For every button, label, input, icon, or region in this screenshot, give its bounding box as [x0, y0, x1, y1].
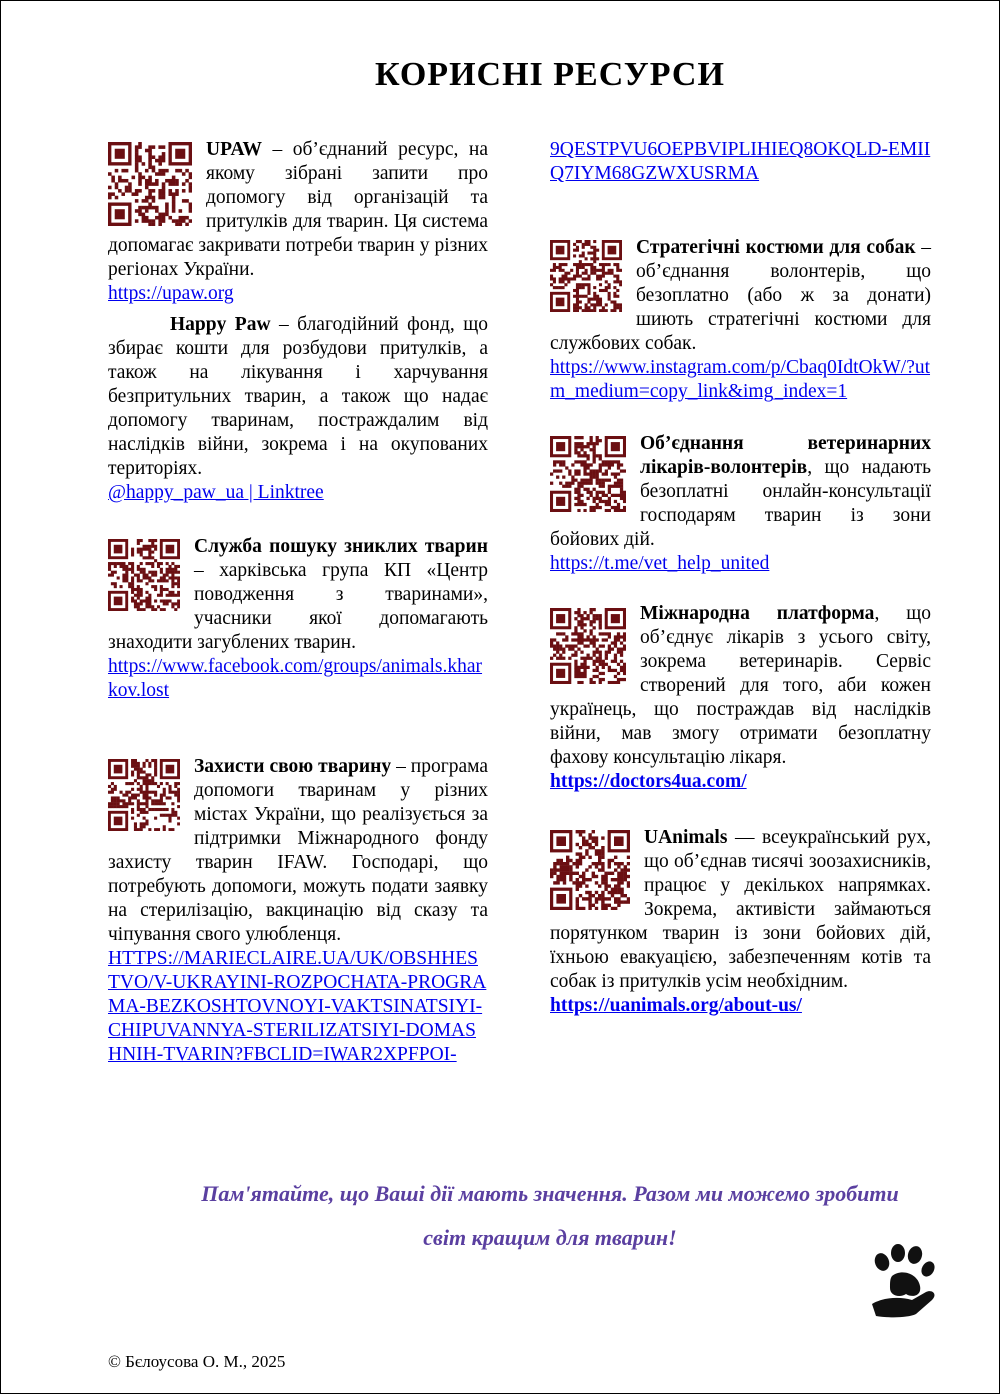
- resource-upaw: UPAW – об’єднаний ресурс, на якому зібрані запити про допомогу від організацій та притулків для тварин. Ця система допомагає закривати потреби тварин у різних регіонах України. https://upaw.org: [108, 139, 489, 304]
- resource-link[interactable]: https://uanimals.org/about-us/: [550, 995, 802, 1016]
- resource-name: Об’єднання ветеринарних лікарів-волонтерів: [640, 433, 931, 478]
- left-column: [108, 138, 488, 1067]
- resource-lost-pets-search: Служба пошуку зниклих тварин – харківська група КП «Центр поводження з тваринами», учасники якої допомагають знаходити загублених тварин. https://www.facebook.com/groups/animals.kharkov.lost: [108, 536, 488, 701]
- resource-link[interactable]: https://t.me/vet_help_united: [550, 553, 770, 574]
- resource-name: Міжнародна платформа: [640, 603, 875, 624]
- resource-link[interactable]: https://www.instagram.com/p/Cbaq0IdtOkW/?utm_medium=copy_link&img_index=1: [550, 357, 931, 402]
- resource-uanimals: UAnimals — всеукраїнський рух, що об’єднав тисячі зоозахисників, працює у декількох напрямках. Зокрема, активісти займаються порятунком тварин із зони бойових дій, їхньою евакуацією, забезпеченням котів та собак із притулків усім необхідним. https://uanimals.org/about-us/: [550, 827, 931, 1016]
- resource-name: UPAW: [206, 139, 262, 160]
- qr-code-icon[interactable]: [550, 608, 626, 684]
- resource-protect-your-pet: Захисти свою тварину – програма допомоги тваринам у різних містах України, що реалізується за підтримки Міжнародного фонду захисту тварин IFAW. Господарі, що потребують допомоги, можуть подати заявку на стерилізацію, вакцинацію від сказу та чіпування свого улюбленця. HTTPS://MARIECLAIRE.UA/UK/OBSHHESTVO/V-UKRAYINI-ROZPOCHATA-PROGRAMA-BEZKOSHTOVNOYI-VAKTSINATSIYI-CHIPUVANNYA-STERILIZATSIYI-DOMASHNIH-TVARIN?FBCLID=IWAR2XPFPOI-: [108, 756, 488, 1065]
- qr-code-icon[interactable]: [108, 539, 180, 611]
- resource-description: об’єднання волонтерів, що безоплатно (або ж за донати) шиють стратегічні костюми для службових собак.: [550, 261, 931, 354]
- resource-link[interactable]: @happy_paw_ua | Linktree: [108, 482, 324, 503]
- resource-description: програма допомоги тваринам у різних містах України, що реалізується за підтримки Міжнародного фонду захисту тварин IFAW. Господарі, що потребують допомоги, можуть подати заявку на стерилізацію, вакцинацію від сказу та чіпування свого улюбленця.: [108, 756, 488, 945]
- page-title: КОРИСНІ РЕСУРСИ: [375, 56, 725, 93]
- resource-name: UAnimals: [644, 827, 728, 848]
- resource-name: Служба пошуку зниклих тварин: [194, 536, 488, 557]
- resource-description: всеукраїнський рух, що об’єднав тисячі зоозахисників, працює у декількох напрямках. Зокрема, активісти займаються порятунком тварин із зони бойових дій, їхньою евакуацією, забезпеченням котів та собак із притулків усім необхідним.: [550, 827, 931, 992]
- qr-code-icon[interactable]: [108, 759, 180, 831]
- resource-name: Стратегічні костюми для собак: [636, 237, 916, 258]
- resource-description: благодійний фонд, що збирає кошти для розбудови притулків, а також на лікування і харчування безпритульних тварин, а також що надає допомогу тваринам, постраждалим від наслідків війни, зокрема і на окупованих територіях.: [108, 314, 488, 479]
- paw-hand-icon: [868, 1244, 940, 1325]
- qr-code-icon[interactable]: [550, 830, 630, 910]
- resource-description: харківська група КП «Центр поводження з тваринами», учасники якої допомагають знаходити загублених тварин.: [108, 560, 488, 653]
- copyright: © Бєлоусова О. М., 2025: [108, 1352, 286, 1371]
- resource-name: Захисти свою тварину: [194, 756, 392, 777]
- qr-code-icon[interactable]: [550, 240, 622, 312]
- resource-link[interactable]: https://doctors4ua.com/: [550, 771, 747, 792]
- link-continuation: [550, 138, 931, 236]
- closing-quote: Пам'ятайте, що Ваші дії мають значення. Разом ми можемо зробити світ кращим для тварин!: [201, 1181, 899, 1250]
- resource-happy-paw: Happy Paw – благодійний фонд, що збирає кошти для розбудови притулків, а також на лікування і харчування безпритульних тварин, а також що надає допомогу тваринам, постраждалим від наслідків війни, зокрема і на окупованих територіях. @happy_paw_ua | Linktree: [108, 314, 488, 503]
- qr-code-icon[interactable]: [550, 436, 626, 512]
- resource-international-platform: Міжнародна платформа, що об’єднує лікарів з усього світу, зокрема ветеринарів. Сервіс створений для того, аби кожен українець, що постраждав від наслідків війни, мав змогу отримати безоплатну фахову консультацію лікаря. https://doctors4ua.com/: [550, 603, 931, 792]
- resource-link[interactable]: https://www.facebook.com/groups/animals.kharkov.lost: [108, 656, 483, 701]
- right-column: [550, 138, 931, 1018]
- qr-code-icon[interactable]: [108, 142, 192, 226]
- resource-strategic-costumes: Стратегічні костюми для собак – об’єднання волонтерів, що безоплатно (або ж за донати) шиють стратегічні костюми для службових собак. https://www.instagram.com/p/Cbaq0IdtOkW/?utm_medium=copy_link&img_index=1: [550, 237, 931, 402]
- resource-name: Happy Paw: [170, 314, 271, 335]
- resource-description: об’єднаний ресурс, на якому зібрані запити про допомогу від організацій та притулків для тварин. Ця система допомагає закривати потреби тварин у різних регіонах України.: [108, 139, 489, 280]
- resource-link[interactable]: 9QESTPVU6OEPBVIPLIHIEQ8OKQLD-EMIIQ7IYM68GZWXUSRMA: [550, 139, 931, 184]
- resource-vet-volunteers: Об’єднання ветеринарних лікарів-волонтерів, що надають безоплатні онлайн-консультації господарям тварин із зони бойових дій. https://t.me/vet_help_united: [550, 433, 931, 574]
- resource-link[interactable]: https://upaw.org: [108, 283, 234, 304]
- resource-link[interactable]: HTTPS://MARIECLAIRE.UA/UK/OBSHHESTVO/V-UKRAYINI-ROZPOCHATA-PROGRAMA-BEZKOSHTOVNOYI-VAKTSINATSIYI-CHIPUVANNYA-STERILIZATSIYI-DOMASHNIH-TVARIN?FBCLID=IWAR2XPFPOI-: [108, 948, 487, 1065]
- resource-description: що надають безоплатні онлайн-консультації господарям тварин із зони бойових дій.: [550, 457, 931, 550]
- resource-description: що об’єднує лікарів з усього світу, зокрема ветеринарів. Сервіс створений для того, аби кожен українець, що постраждав від наслідків війни, мав змогу отримати безоплатну фахову консультацію лікаря.: [550, 603, 931, 768]
